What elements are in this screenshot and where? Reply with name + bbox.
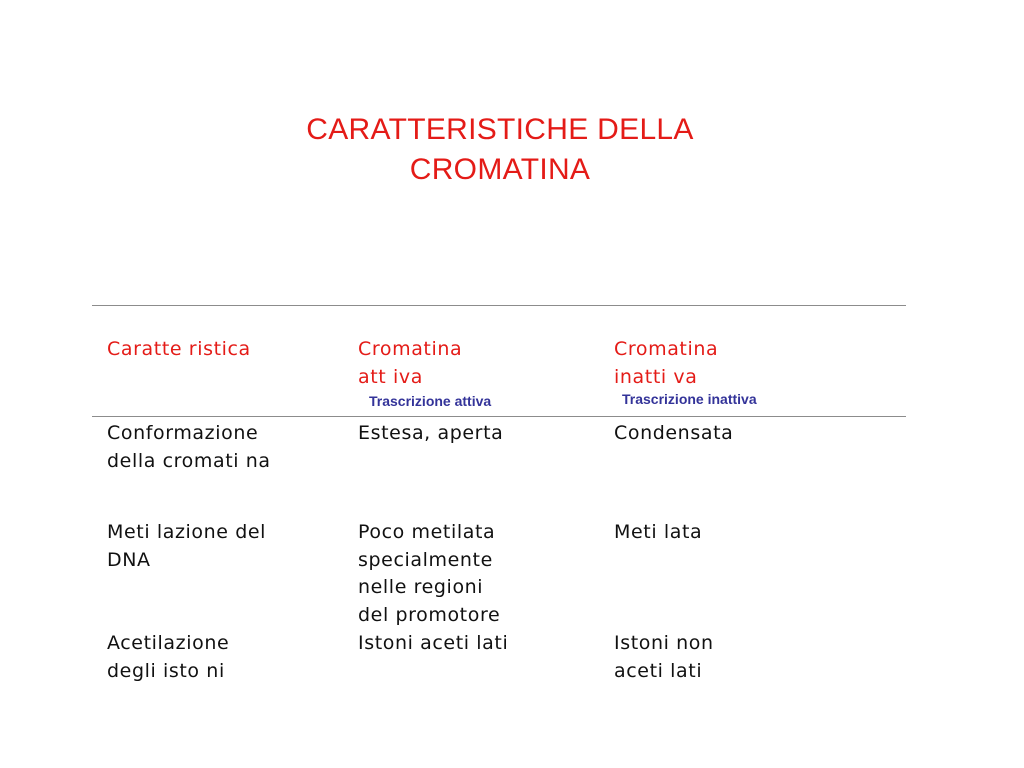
row-2-active: Poco metilata specialmente nelle regioni del promotore (358, 521, 501, 626)
row-2-inactive: Meti lata (614, 521, 703, 543)
row-3-active: Istoni aceti lati (358, 632, 509, 654)
header-cell-inactive-chromatin: Cromatina inatti va (614, 338, 719, 388)
row-2-characteristic: Meti lazione del DNA (107, 521, 267, 571)
table-top-rule (92, 305, 906, 306)
header-subtitle-inactive: Trascrizione inattiva (622, 391, 757, 407)
header-subtitle-active: Trascrizione attiva (369, 393, 492, 409)
row-1-characteristic: Conformazione della cromati na (107, 422, 271, 472)
row-1-inactive: Condensata (614, 422, 734, 444)
header-cell-characteristic: Caratte ristica (107, 338, 251, 360)
header-cell-active-chromatin: Cromatina att iva (358, 338, 463, 388)
header-bottom-rule (92, 416, 906, 417)
row-3-inactive: Istoni non aceti lati (614, 632, 714, 682)
row-1-active: Estesa, aperta (358, 422, 504, 444)
row-3-characteristic: Acetilazione degli isto ni (107, 632, 230, 682)
page-title: CARATTERISTICHE DELLA CROMATINA (306, 113, 694, 186)
